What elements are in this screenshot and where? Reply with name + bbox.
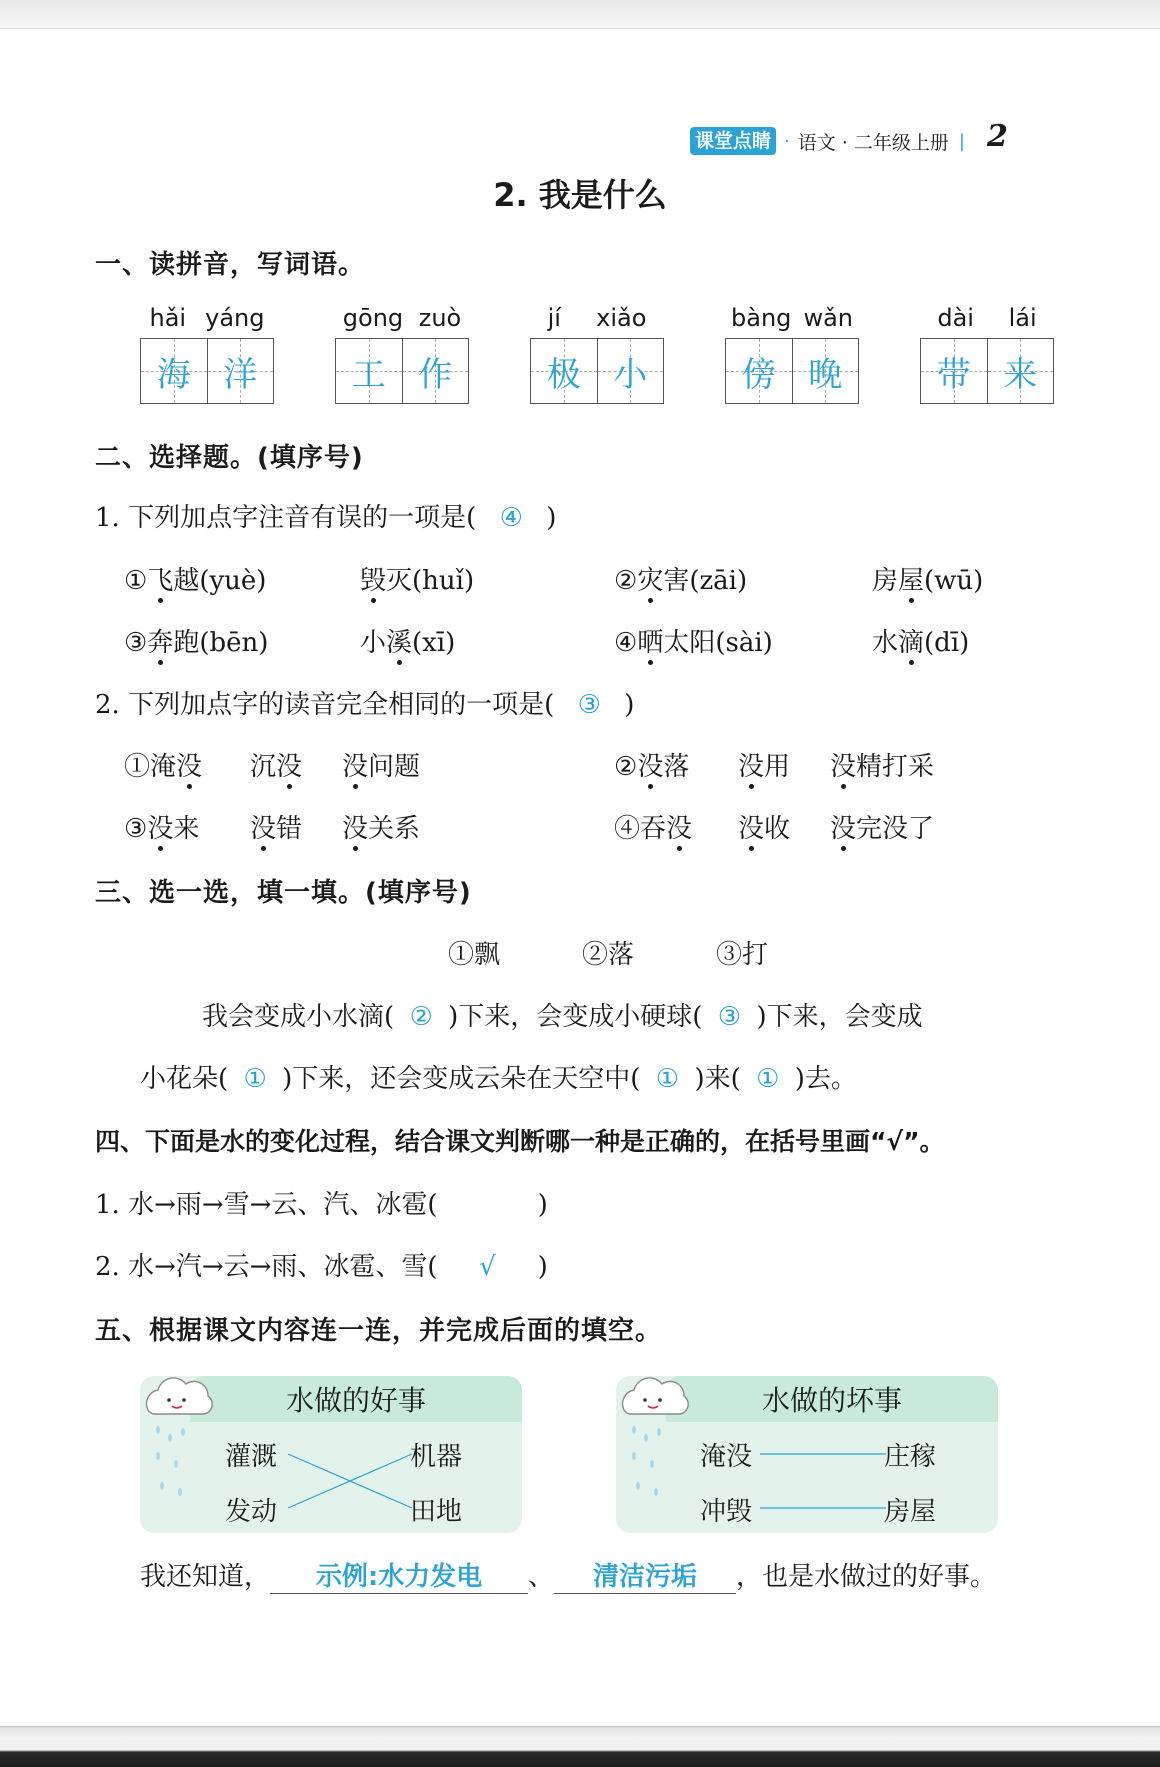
dotted-char: 没 <box>830 746 856 783</box>
bad-deeds-title: 水做的坏事 <box>666 1376 998 1422</box>
dotted-char: 灾 <box>637 560 663 597</box>
good-deeds-title: 水做的好事 <box>190 1376 522 1422</box>
good-right-item: 机器 <box>410 1442 463 1472</box>
fill-text: )下来，还会变成云朵在天空中( <box>282 1064 641 1094</box>
option-text: 问题 <box>368 752 421 782</box>
dotted-char: 飞 <box>147 560 173 597</box>
option-text: ①淹 <box>124 752 177 782</box>
choice-item: ①飘 <box>448 940 501 970</box>
fill-text: 小花朵( <box>140 1064 229 1094</box>
question-1 <box>95 497 556 534</box>
dotted-char: 没 <box>147 808 173 845</box>
choice-item: ②落 <box>581 940 634 970</box>
answer-char: 小 <box>613 354 648 395</box>
grid-cell <box>403 339 469 403</box>
dotted-char: 毁 <box>360 560 386 597</box>
dotted-char: 没 <box>276 746 302 783</box>
option-text: ③ <box>124 628 148 658</box>
grid-cell <box>208 339 274 403</box>
grid-cell <box>921 339 988 403</box>
answer-char: 洋 <box>223 354 258 395</box>
question-1-stem: 1. 下列加点字注音有误的一项是( <box>95 503 477 533</box>
bad-right-item: 庄稼 <box>884 1442 937 1472</box>
fill-answer-2: 清洁污垢 <box>554 1556 736 1594</box>
section3-heading: 三、选一选，填一填。(填序号) <box>95 878 472 908</box>
answer-char: 工 <box>351 354 386 395</box>
viewer-top-bar <box>0 0 1160 29</box>
option-item <box>342 746 420 783</box>
good-left-item: 发动 <box>225 1497 278 1527</box>
pinyin-syllable: zuò <box>418 304 462 332</box>
pinyin-row <box>920 304 1054 338</box>
fill-text: )下来，会变成 <box>756 1002 923 1032</box>
judge-item-2 <box>95 1246 548 1283</box>
fill-text: )来( <box>694 1064 741 1094</box>
option-item <box>738 808 790 845</box>
fill-sep: 、 <box>528 1562 555 1592</box>
option-text: ② <box>614 566 638 596</box>
judge-item-close: ) <box>537 1252 548 1282</box>
page-header <box>690 119 1008 156</box>
pinyin-row <box>725 304 859 338</box>
option-text: ④吞 <box>614 814 667 844</box>
option-item <box>124 622 268 659</box>
pinyin-word <box>140 304 274 404</box>
header-dot: · <box>784 130 790 152</box>
option-item <box>614 746 689 783</box>
pinyin-word <box>335 304 469 404</box>
question-1-answer: ④ <box>499 503 523 533</box>
question-1-close: ) <box>546 503 557 533</box>
section5-heading: 五、根据课文内容连一连，并完成后面的填空。 <box>95 1316 663 1346</box>
pinyin-row <box>530 304 664 338</box>
fill-answer: ① <box>243 1064 267 1094</box>
question-2-stem: 2. 下列加点字的读音完全相同的一项是( <box>95 690 555 720</box>
answer-char: 带 <box>936 354 971 395</box>
grid-cell <box>988 339 1054 403</box>
option-text: 跑(bēn) <box>173 628 269 658</box>
option-text: 房 <box>872 566 899 596</box>
option-text: (wū) <box>924 566 984 596</box>
option-text: 精打采 <box>856 752 935 782</box>
option-text: 小 <box>360 628 387 658</box>
dotted-char: 屋 <box>898 560 924 597</box>
page-number: 2 <box>986 119 1008 154</box>
fill-text: )去。 <box>794 1064 857 1094</box>
option-item <box>124 560 266 597</box>
good-left-item: 灌溉 <box>225 1442 278 1472</box>
fill-suffix: ，也是水做过的好事。 <box>736 1562 997 1592</box>
option-item <box>872 622 969 659</box>
viewer-bottom-bar <box>0 1726 1160 1767</box>
option-text: (dī) <box>924 628 970 658</box>
option-item <box>360 560 474 597</box>
option-text: 来 <box>173 814 200 844</box>
dotted-char: 没 <box>830 808 856 845</box>
fill-answer: ① <box>756 1064 780 1094</box>
option-text: 害(zāi) <box>663 566 748 596</box>
option-text: 灭(huǐ) <box>386 566 475 596</box>
final-fill-sentence <box>140 1556 996 1594</box>
pinyin-syllable: hǎi <box>149 304 187 332</box>
option-text: 收 <box>764 814 791 844</box>
dotted-char: 没 <box>342 808 368 845</box>
bad-left-item: 冲毁 <box>700 1497 753 1527</box>
tian-zi-grid <box>530 338 664 404</box>
dotted-char: 没 <box>637 746 663 783</box>
judge-item-text: 1. 水→雨→雪→云、汽、冰雹( <box>95 1190 438 1220</box>
fill-answer: ① <box>655 1064 680 1094</box>
answer-char: 晚 <box>808 354 843 395</box>
pinyin-syllable: lái <box>1008 304 1037 332</box>
answer-char: 作 <box>418 354 453 395</box>
option-text: 关系 <box>368 814 421 844</box>
judge-item-answer: √ <box>479 1252 496 1282</box>
answer-char: 傍 <box>741 354 776 395</box>
subject-label: 语文 · 二年级上册 <box>797 131 949 154</box>
judge-item-text: 2. 水→汽→云→雨、冰雹、雪( <box>95 1252 438 1282</box>
option-text: (xī) <box>412 628 456 658</box>
pinyin-syllable: wǎn <box>803 304 853 332</box>
option-item <box>342 808 420 845</box>
dotted-char: 没 <box>666 808 692 845</box>
option-text: ① <box>124 566 148 596</box>
pinyin-syllable: dài <box>937 304 974 332</box>
good-right-item: 田地 <box>410 1497 463 1527</box>
dotted-char: 没 <box>342 746 368 783</box>
section2-heading: 二、选择题。(填序号) <box>95 443 364 473</box>
option-text: ④ <box>614 628 638 658</box>
option-item <box>250 808 302 845</box>
fill-answer: ③ <box>717 1002 742 1032</box>
option-item <box>124 808 199 845</box>
option-item <box>614 622 773 659</box>
pinyin-syllable: gōng <box>342 304 404 332</box>
option-text: 太阳(sài) <box>663 628 773 658</box>
cloud-icon <box>136 1368 216 1508</box>
dotted-char: 滴 <box>898 622 924 659</box>
tian-zi-grid <box>725 338 859 404</box>
option-item <box>360 622 455 659</box>
fill-answer: ② <box>409 1002 433 1032</box>
pinyin-syllable: xiǎo <box>596 304 647 332</box>
question-2 <box>95 684 634 721</box>
grid-cell <box>793 339 859 403</box>
pinyin-row <box>335 304 469 338</box>
grid-cell <box>726 339 793 403</box>
option-item <box>614 560 747 597</box>
dotted-char: 晒 <box>637 622 663 659</box>
pinyin-syllable: jí <box>547 304 561 332</box>
fill-answer-1: 示例:水力发电 <box>270 1556 528 1594</box>
tian-zi-grid <box>920 338 1054 404</box>
answer-char: 海 <box>156 354 191 395</box>
dotted-char: 没 <box>738 808 764 845</box>
choice-list <box>448 934 768 971</box>
grid-cell <box>531 339 598 403</box>
bad-right-item: 房屋 <box>884 1497 937 1527</box>
option-item <box>872 560 983 597</box>
option-item <box>738 746 790 783</box>
option-text: 水 <box>872 628 899 658</box>
option-text: ③ <box>124 814 148 844</box>
judge-item-close: ) <box>537 1190 548 1220</box>
dotted-char: 没 <box>250 808 276 845</box>
option-item <box>830 808 934 845</box>
choice-item: ③打 <box>715 940 768 970</box>
dotted-char: 没 <box>176 746 202 783</box>
question-2-close: ) <box>624 690 635 720</box>
lesson-title: 2. 我是什么 <box>493 176 667 214</box>
tian-zi-grid <box>335 338 469 404</box>
pinyin-row <box>140 304 274 338</box>
question-2-answer: ③ <box>577 690 601 720</box>
brand-badge: 课堂点睛 <box>690 127 776 155</box>
tian-zi-grid <box>140 338 274 404</box>
dotted-char: 没 <box>738 746 764 783</box>
option-text: 用 <box>764 752 791 782</box>
fill-line-1 <box>202 996 923 1033</box>
option-text: 越(yuè) <box>173 566 267 596</box>
pinyin-word <box>530 304 664 404</box>
option-text: ② <box>614 752 638 782</box>
answer-char: 来 <box>1003 354 1038 395</box>
grid-cell <box>336 339 403 403</box>
option-item <box>614 808 692 845</box>
option-item <box>124 746 202 783</box>
pinyin-word <box>920 304 1054 404</box>
fill-line-2 <box>140 1058 857 1095</box>
section4-heading: 四、下面是水的变化过程，结合课文判断哪一种是正确的，在括号里画“√”。 <box>95 1127 945 1156</box>
fill-text: 我会变成小水滴( <box>202 1002 395 1032</box>
dotted-char: 溪 <box>386 622 412 659</box>
option-text: 完没了 <box>856 814 935 844</box>
option-text: 错 <box>276 814 303 844</box>
section1-heading: 一、读拼音，写词语。 <box>95 250 366 280</box>
grid-cell <box>598 339 664 403</box>
cloud-icon <box>612 1368 692 1508</box>
option-item <box>830 746 934 783</box>
option-text: 落 <box>663 752 690 782</box>
pinyin-word <box>725 304 859 404</box>
header-separator: | <box>958 130 965 152</box>
fill-text: )下来，会变成小硬球( <box>448 1002 703 1032</box>
bad-left-item: 淹没 <box>700 1442 753 1472</box>
pinyin-syllable: yáng <box>205 304 265 332</box>
option-item <box>250 746 302 783</box>
option-text: 沉 <box>250 752 277 782</box>
answer-char: 极 <box>546 354 581 395</box>
judge-item-1 <box>95 1184 548 1221</box>
fill-prefix: 我还知道， <box>140 1562 271 1592</box>
grid-cell <box>141 339 208 403</box>
pinyin-syllable: bàng <box>731 304 792 332</box>
dotted-char: 奔 <box>147 622 173 659</box>
